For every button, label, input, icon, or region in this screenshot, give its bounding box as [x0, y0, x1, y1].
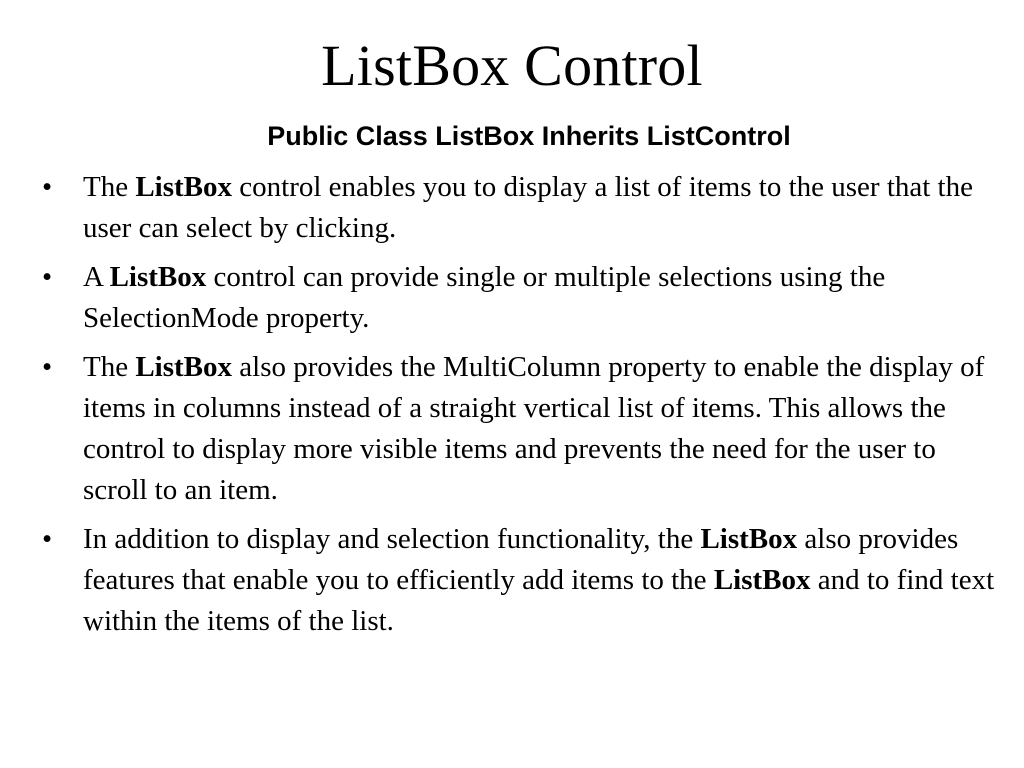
bullet-item	[0, 347, 1024, 511]
bullet-bold-term: ListBox	[135, 351, 233, 383]
bullet-text-segment: A	[83, 261, 110, 293]
bullet-icon: •	[42, 261, 53, 293]
bullet-text-segment: control can provide single or multiple selections using the SelectionMode property.	[83, 261, 886, 334]
bullet-text-segment: The	[83, 171, 136, 203]
bullet-text-segment: The	[83, 351, 136, 383]
bullet-bold-term: ListBox	[109, 261, 207, 293]
bullet-text-segment: also provides features that enable you to efficiently add items to the	[83, 523, 959, 596]
bullet-icon: •	[42, 171, 53, 203]
bullet-bold-term: ListBox	[700, 523, 798, 555]
slide-title: ListBox Control	[321, 33, 703, 98]
bullet-icon: •	[42, 523, 53, 555]
bullet-text-segment: and to find text within the items of the list.	[83, 564, 995, 637]
bullet-text-segment: In addition to display and selection functionality, the	[83, 523, 701, 555]
bullet-icon: •	[42, 351, 53, 383]
bullet-text-segment: control enables you to display a list of items to the user that the user can select by clicking.	[83, 171, 973, 244]
bullet-bold-term: ListBox	[135, 171, 233, 203]
slide-subtitle: Public Class ListBox Inherits ListControl	[267, 121, 791, 151]
bullet-item	[0, 519, 1024, 642]
bullet-bold-term: ListBox	[713, 564, 811, 596]
bullet-item	[0, 257, 1024, 339]
bullet-text-segment: also provides the MultiColumn property to enable the display of items in columns instead of a straight vertical list of items. This allows the control to display more visible items and prevents the need for the user to scroll to an item.	[83, 351, 985, 506]
bullet-item	[0, 167, 1024, 249]
bullet-list	[0, 167, 1024, 650]
